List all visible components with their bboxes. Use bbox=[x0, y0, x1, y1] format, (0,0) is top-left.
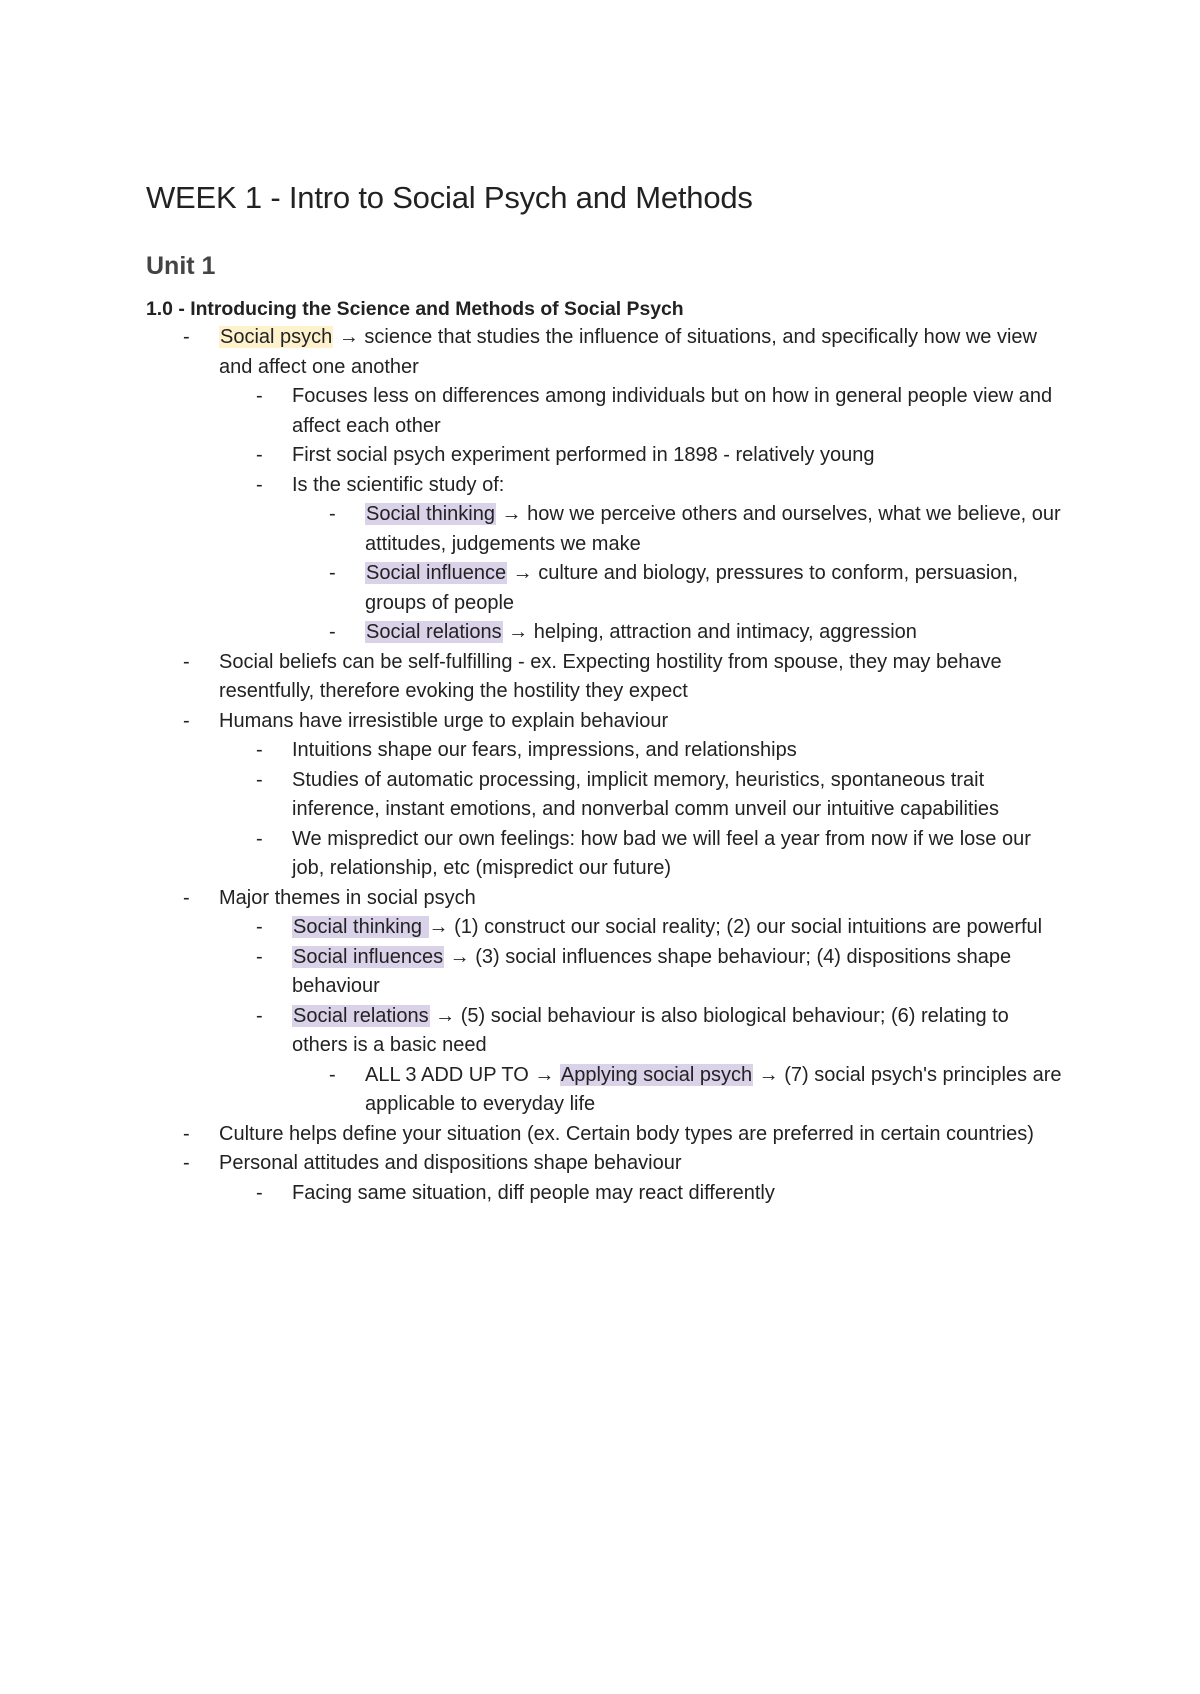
bullet-body-text: → (7) social psych's principles are applicable to everyday life bbox=[365, 1063, 1062, 1115]
bullet-dash: - bbox=[256, 385, 263, 407]
bullet-text bbox=[365, 621, 917, 643]
bullet-item-level-2 bbox=[219, 382, 1066, 441]
bullet-text bbox=[219, 887, 476, 909]
bullet-body-text: Facing same situation, diff people may react differently bbox=[292, 1181, 775, 1204]
bullet-item-level-1 bbox=[146, 323, 1066, 648]
bullet-item-level-2 bbox=[219, 736, 1066, 766]
bullet-item-level-1 bbox=[146, 648, 1066, 707]
highlighted-term: Social relations bbox=[293, 1004, 429, 1027]
bullet-item-level-3 bbox=[292, 618, 1066, 648]
bullet-dash: - bbox=[183, 650, 190, 673]
bullet-text bbox=[292, 474, 504, 496]
bullet-item-level-2 bbox=[219, 766, 1066, 825]
bullet-body-text: Focuses less on differences among individuals but on how in general people view and affect each other bbox=[292, 385, 1053, 437]
highlighted-term: Social thinking bbox=[293, 916, 428, 938]
bullet-text bbox=[292, 828, 1031, 880]
bullet-text bbox=[219, 326, 1037, 378]
bullet-item-level-3 bbox=[292, 559, 1066, 618]
bullet-item-level-1 bbox=[146, 1120, 1066, 1150]
bullet-item-level-1 bbox=[146, 1149, 1066, 1208]
section-heading: 1.0 - Introducing the Science and Methods of Social Psych bbox=[146, 298, 684, 320]
bullet-prefix-text: ALL 3 ADD UP TO → bbox=[365, 1063, 560, 1086]
bullet-text bbox=[292, 444, 874, 466]
bullet-item-level-3 bbox=[292, 1061, 1066, 1120]
highlighted-term: Social influence bbox=[366, 562, 507, 584]
bullet-text bbox=[292, 769, 999, 821]
bullet-text bbox=[365, 1064, 1062, 1116]
bullet-list bbox=[146, 323, 1066, 1208]
bullet-dash: - bbox=[329, 621, 336, 643]
bullet-item-level-2 bbox=[219, 913, 1066, 943]
bullet-body-text: Social beliefs can be self-fulfilling - ex. Expecting hostility from spouse, they may behave resentfully, therefore evoking the hostility they expect bbox=[219, 650, 1002, 702]
bullet-text bbox=[292, 739, 797, 761]
bullet-dash: - bbox=[256, 739, 263, 761]
bullet-text bbox=[292, 1182, 775, 1204]
bullet-text bbox=[219, 1152, 682, 1174]
bullet-body-text: → science that studies the influence of situations, and specifically how we view and affect one another bbox=[219, 326, 1037, 378]
bullet-body-text: → (3) social influences shape behaviour; (4) dispositions shape behaviour bbox=[292, 945, 1012, 997]
bullet-dash: - bbox=[329, 1063, 336, 1086]
sub-bullet-list bbox=[219, 382, 1066, 648]
bullet-body-text: Humans have irresistible urge to explain behaviour bbox=[219, 709, 669, 732]
bullet-dash: - bbox=[256, 945, 263, 968]
bullet-body-text: Culture helps define your situation (ex. Certain body types are preferred in certain countries) bbox=[219, 1122, 1034, 1145]
document-title: WEEK 1 - Intro to Social Psych and Methods bbox=[146, 180, 753, 215]
bullet-dash: - bbox=[183, 1122, 190, 1145]
bullet-item-level-1 bbox=[146, 884, 1066, 1120]
bullet-text bbox=[292, 916, 1042, 938]
bullet-dash: - bbox=[256, 1004, 263, 1027]
highlighted-term: Social thinking bbox=[366, 503, 495, 525]
bullet-dash: - bbox=[183, 886, 190, 909]
bullet-body-text: Major themes in social psych bbox=[219, 886, 476, 909]
highlighted-term: Social influences bbox=[293, 945, 444, 968]
bullet-text bbox=[292, 946, 1011, 998]
bullet-body-text: Is the scientific study of: bbox=[292, 473, 505, 496]
bullet-body-text: → helping, attraction and intimacy, aggression bbox=[502, 621, 917, 643]
bullet-item-level-2 bbox=[219, 471, 1066, 648]
bullet-body-text: → culture and biology, pressures to conform, persuasion, groups of people bbox=[365, 562, 1019, 614]
unit-heading: Unit 1 bbox=[146, 252, 216, 280]
bullet-text bbox=[292, 385, 1052, 437]
bullet-dash: - bbox=[256, 1181, 263, 1204]
bullet-text bbox=[292, 1005, 1009, 1057]
bullet-body-text: → how we perceive others and ourselves, what we believe, our attitudes, judgements we make bbox=[365, 503, 1061, 555]
bullet-body-text: Personal attitudes and dispositions shape behaviour bbox=[219, 1152, 682, 1174]
bullet-item-level-1 bbox=[146, 707, 1066, 884]
bullet-dash: - bbox=[256, 768, 263, 791]
bullet-text bbox=[219, 651, 1002, 703]
bullet-body-text: Studies of automatic processing, implicit memory, heuristics, spontaneous trait inference, instant emotions, and nonverbal comm unveil our intuitive capabilities bbox=[292, 768, 1000, 820]
bullet-dash: - bbox=[329, 503, 336, 525]
sub-bullet-list bbox=[292, 500, 1066, 648]
bullet-dash: - bbox=[256, 444, 263, 466]
bullet-text bbox=[219, 710, 668, 732]
bullet-item-level-2 bbox=[219, 943, 1066, 1002]
document bbox=[146, 176, 1066, 1208]
bullet-text bbox=[365, 503, 1061, 555]
sub-bullet-list bbox=[219, 1179, 1066, 1209]
bullet-dash: - bbox=[183, 1152, 190, 1174]
bullet-dash: - bbox=[329, 562, 336, 584]
bullet-item-level-3 bbox=[292, 500, 1066, 559]
bullet-text bbox=[219, 1123, 1034, 1145]
bullet-dash: - bbox=[256, 473, 263, 496]
bullet-body-text: We mispredict our own feelings: how bad we will feel a year from now if we lose our job, relationship, etc (mispredict our future) bbox=[292, 827, 1031, 879]
highlighted-term: Social psych bbox=[220, 326, 333, 348]
bullet-body-text: → (1) construct our social reality; (2) our social intuitions are powerful bbox=[428, 916, 1043, 938]
bullet-item-level-2 bbox=[219, 1179, 1066, 1209]
bullet-dash: - bbox=[183, 326, 190, 348]
sub-bullet-list bbox=[219, 913, 1066, 1120]
bullet-dash: - bbox=[256, 916, 263, 938]
highlighted-term: Applying social psych bbox=[560, 1063, 753, 1086]
bullet-item-level-2 bbox=[219, 825, 1066, 884]
bullet-item-level-2 bbox=[219, 1002, 1066, 1120]
bullet-item-level-2 bbox=[219, 441, 1066, 471]
bullet-text bbox=[365, 562, 1018, 614]
bullet-body-text: First social psych experiment performed in 1898 - relatively young bbox=[292, 444, 875, 466]
bullet-body-text: → (5) social behaviour is also biological behaviour; (6) relating to others is a basic need bbox=[292, 1004, 1009, 1056]
bullet-dash: - bbox=[256, 827, 263, 850]
sub-bullet-list bbox=[292, 1061, 1066, 1120]
bullet-dash: - bbox=[183, 709, 190, 732]
highlighted-term: Social relations bbox=[366, 621, 502, 643]
bullet-body-text: Intuitions shape our fears, impressions, and relationships bbox=[292, 739, 797, 761]
sub-bullet-list bbox=[219, 736, 1066, 884]
